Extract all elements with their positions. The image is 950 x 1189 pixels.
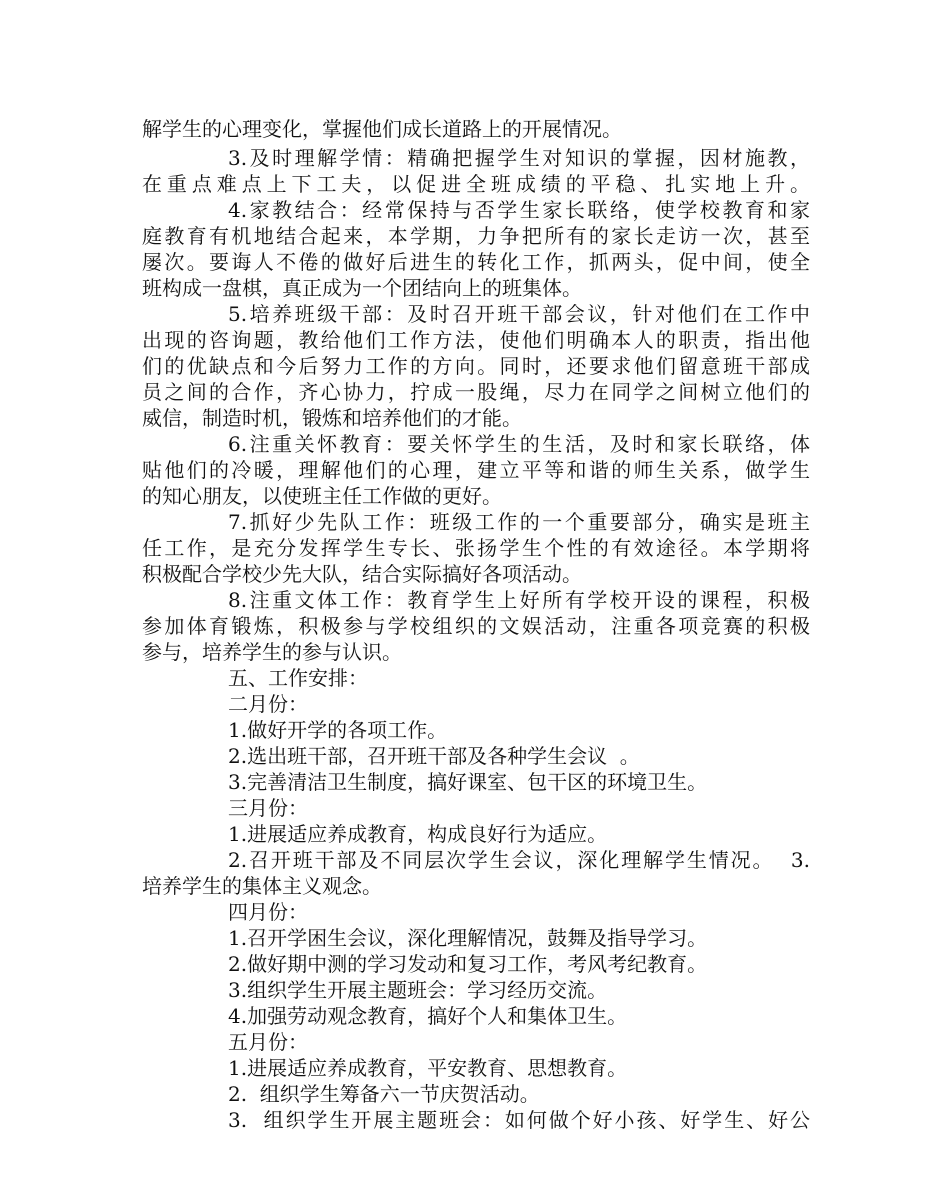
text-line: 5.培养班级干部：及时召开班干部会议，针对他们在工作中 (228, 302, 810, 326)
text-line: 庭教育有机地结合起来，本学期，力争把所有的家长走访一次，甚至 (142, 224, 810, 248)
text-line: 屡次。要诲人不倦的做好后进生的转化工作，抓两头，促中间，使全 (142, 250, 810, 274)
list-item: 3. 组织学生开展主题班会：如何做个好小孩、好学生、好公 (228, 1108, 810, 1132)
list-item: 2.选出班干部，召开班干部及各种学生会议 。 (228, 744, 640, 768)
text-line: 威信，制造时机，锻炼和培养他们的才能。 (142, 406, 522, 430)
list-item: 1.进展适应养成教育，构成良好行为适应。 (228, 822, 608, 846)
month-heading: 二月份： (228, 692, 308, 716)
text-line: 培养学生的集体主义观念。 (142, 874, 382, 898)
text-line: 参加体育锻炼，积极参与学校组织的文娱活动，注重各项竞赛的积极 (142, 614, 810, 638)
list-item: 3.完善清洁卫生制度，搞好课室、包干区的环境卫生。 (228, 770, 708, 794)
text-line: 贴他们的冷暖，理解他们的心理，建立平等和谐的师生关系，做学生 (142, 458, 810, 482)
month-heading: 三月份： (228, 796, 308, 820)
month-heading: 四月份： (228, 900, 308, 924)
list-item: 2.做好期中测的学习发动和复习工作，考风考纪教育。 (228, 952, 708, 976)
text-line: 4.家教结合：经常保持与否学生家长联络，使学校教育和家 (228, 198, 810, 222)
text-line: 出现的咨询题，教给他们工作方法，使他们明确本人的职责，指出他 (142, 328, 810, 352)
text-line: 8.注重文体工作：教育学生上好所有学校开设的课程，积极 (228, 588, 810, 612)
text-line: 任工作，是充分发挥学生专长、张扬学生个性的有效途径。本学期将 (142, 536, 810, 560)
text-line: 积极配合学校少先大队，结合实际搞好各项活动。 (142, 562, 582, 586)
list-item: 2. 组织学生筹备六一节庆贺活动。 (228, 1082, 540, 1106)
text-line: 班构成一盘棋，真正成为一个团结向上的班集体。 (142, 276, 582, 300)
text-line: 的知心朋友，以使班主任工作做的更好。 (142, 484, 502, 508)
section-heading: 五、工作安排： (228, 666, 368, 690)
text-line: 在重点难点上下工夫，以促进全班成绩的平稳、扎实地上升。 (142, 172, 810, 196)
text-line: 参与，培养学生的参与认识。 (142, 640, 402, 664)
text-line: 6.注重关怀教育：要关怀学生的生活，及时和家长联络，体 (228, 432, 810, 456)
text-line: 员之间的合作，齐心协力，拧成一股绳，尽力在同学之间树立他们的 (142, 380, 810, 404)
list-item: 3.组织学生开展主题班会：学习经历交流。 (228, 978, 608, 1002)
list-item: 2.召开班干部及不同层次学生会议，深化理解学生情况。 3. (228, 848, 810, 872)
list-item: 1.做好开学的各项工作。 (228, 718, 448, 742)
text-line: 7.抓好少先队工作：班级工作的一个重要部分，确实是班主 (228, 510, 810, 534)
text-line: 解学生的心理变化，掌握他们成长道路上的开展情况。 (142, 117, 622, 141)
list-item: 4.加强劳动观念教育，搞好个人和集体卫生。 (228, 1004, 628, 1028)
text-line: 3.及时理解学情：精确把握学生对知识的掌握，因材施教， (228, 146, 810, 170)
text-line: 们的优缺点和今后努力工作的方向。同时，还要求他们留意班干部成 (142, 354, 810, 378)
list-item: 1.召开学困生会议，深化理解情况，鼓舞及指导学习。 (228, 926, 708, 950)
month-heading: 五月份： (228, 1030, 308, 1054)
list-item: 1.进展适应养成教育，平安教育、思想教育。 (228, 1056, 628, 1080)
